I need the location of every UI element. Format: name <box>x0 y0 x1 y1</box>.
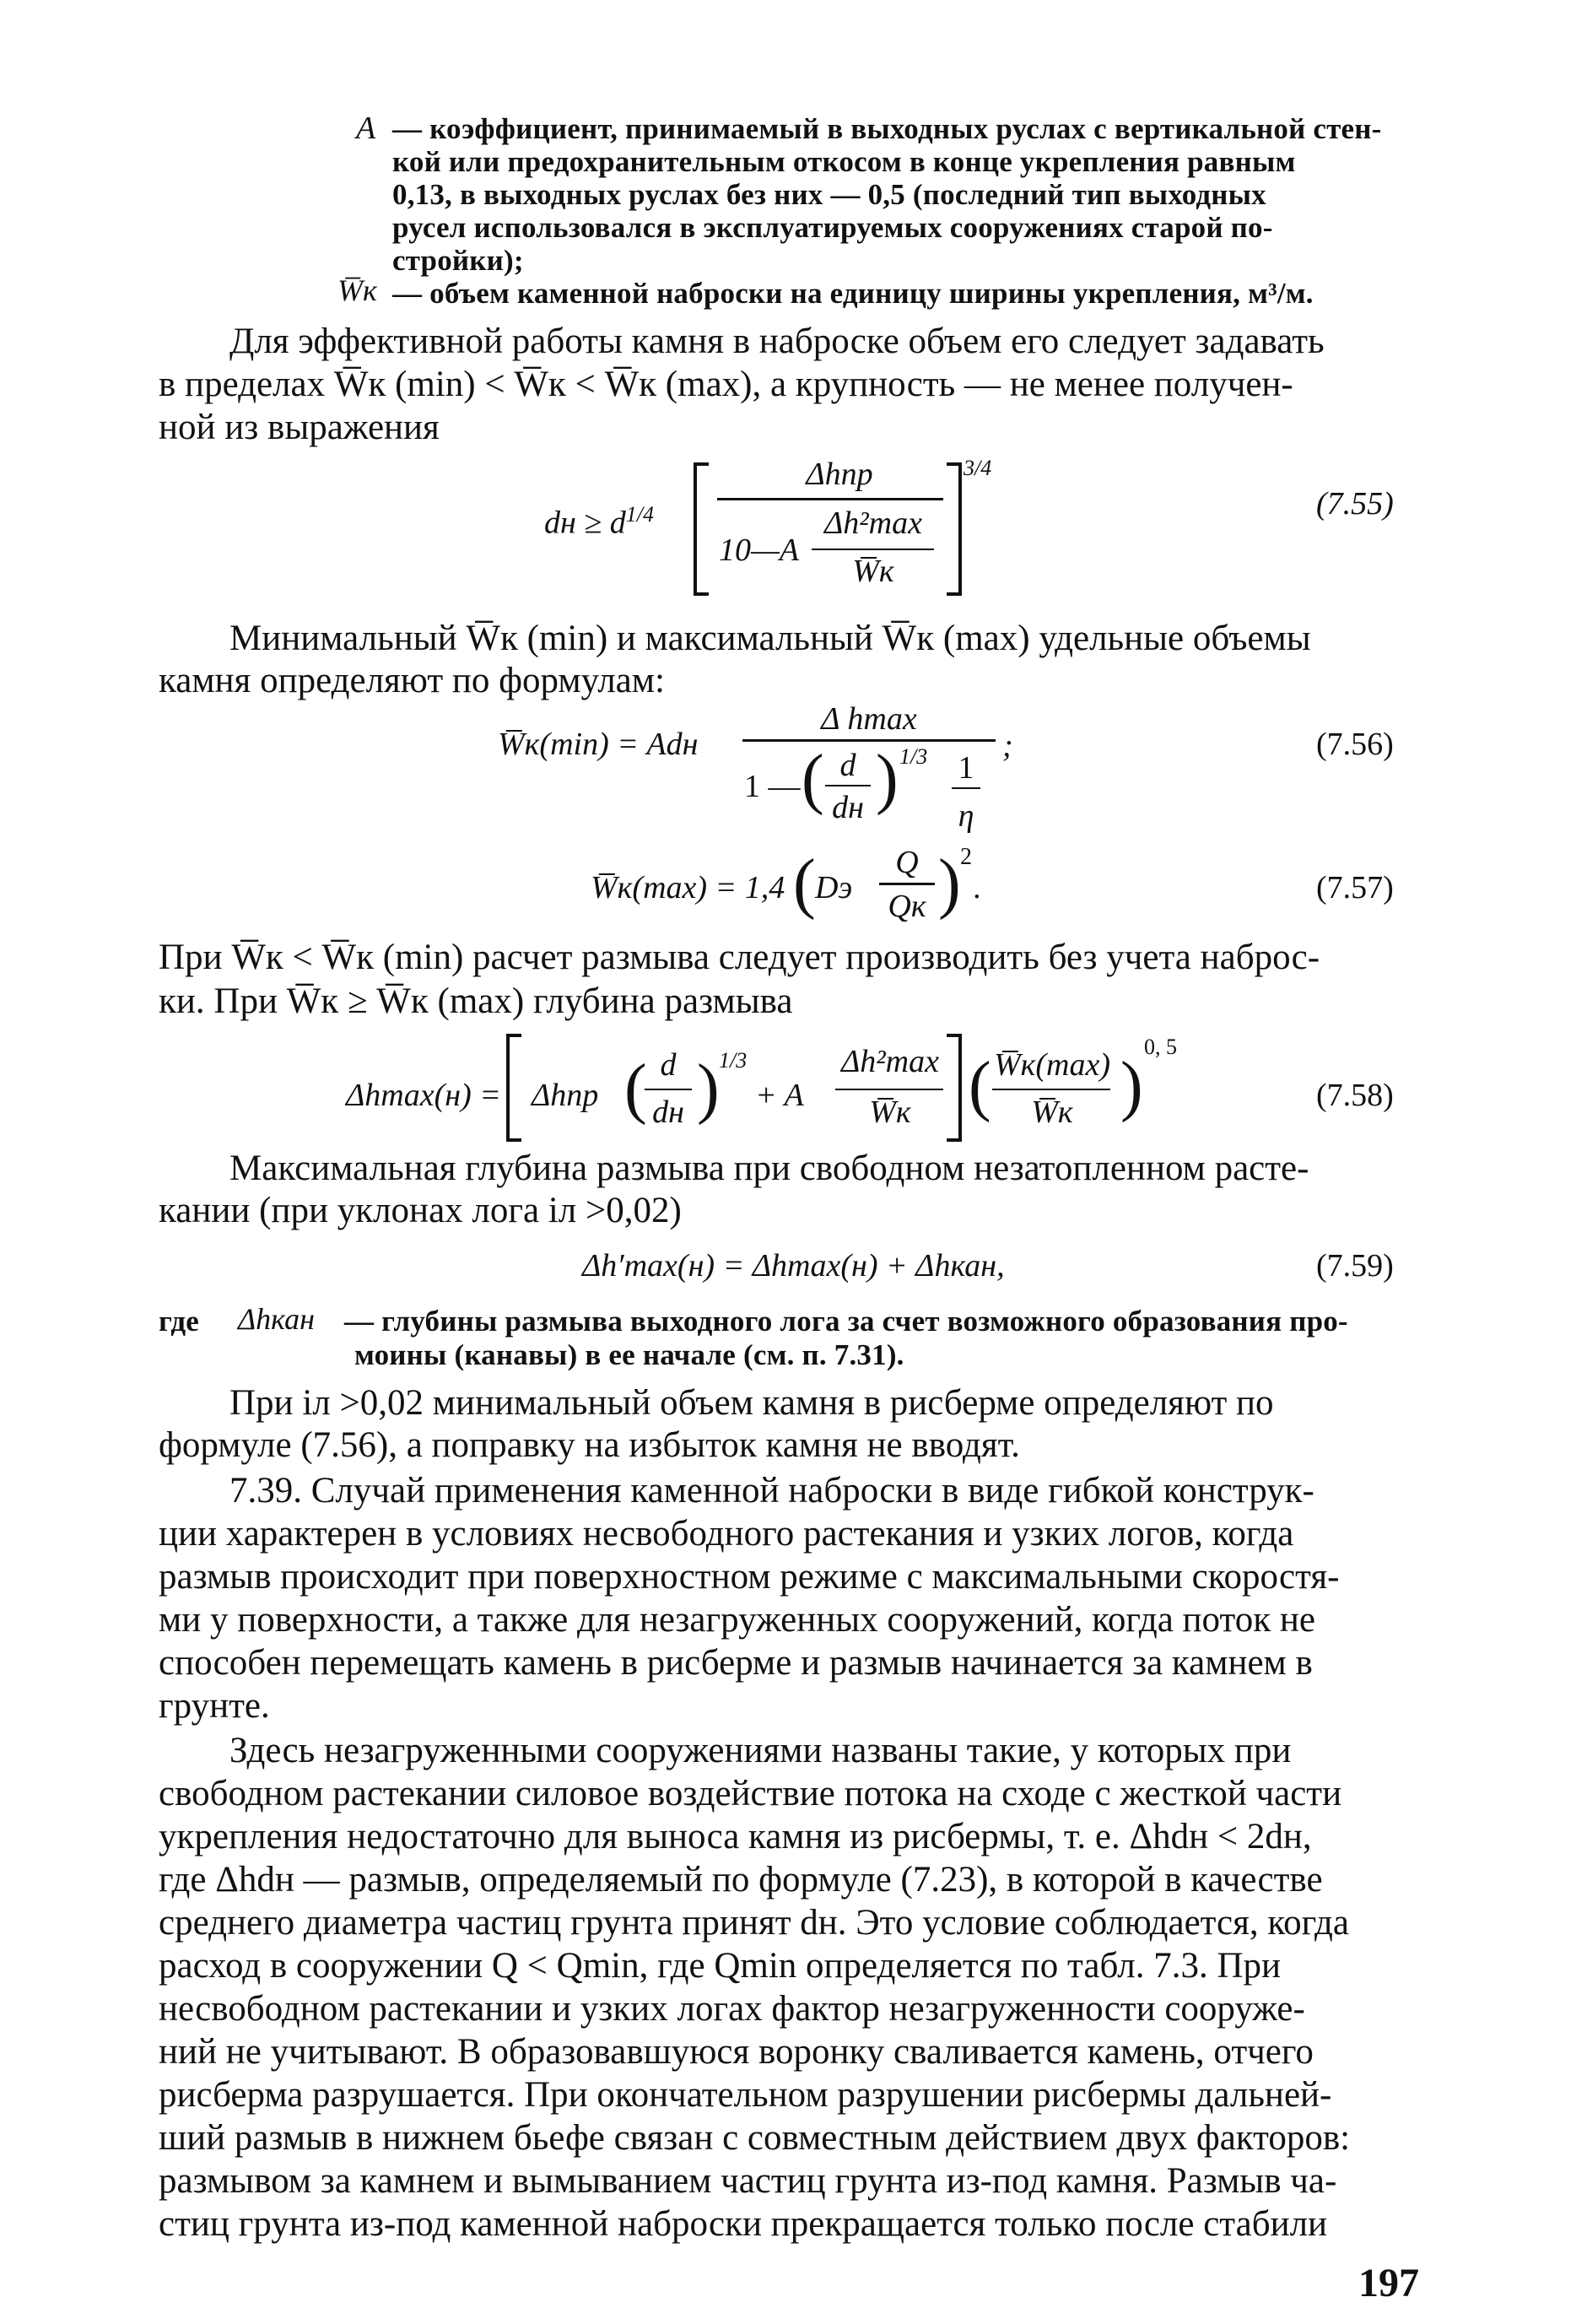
eq-7-56-paren-right: ) <box>876 742 899 816</box>
eq-7-57-frac-den: Qк <box>888 889 926 924</box>
eq-7-56-den-one: 1 — <box>744 769 801 804</box>
para5-line: При iл >0,02 минимальный объем камня в рисберме определяют по <box>229 1383 1274 1423</box>
para3-line: ки. При W̅к ≥ W̅к (max) глубина размыва <box>159 981 793 1021</box>
para1-line: ной из выражения <box>159 408 440 447</box>
eq-7-56-lhs: W̅к(min) = Adн <box>498 727 699 762</box>
eq-7-56-inner-den: dн <box>832 790 864 825</box>
def-a-line: — коэффициент, принимаемый в выходных руслах с вертикальной стен- <box>392 112 1382 145</box>
def-w-line: — объем каменной наброски на единицу ширины укрепления, м³/м. <box>392 277 1314 310</box>
eq-7-56-num: Δ hmax <box>821 701 917 737</box>
def-a-line: русел использовался в эксплуатируемых сооружениях старой по- <box>392 211 1273 244</box>
para6-line: грунте. <box>159 1686 270 1726</box>
eq-7-58-e2: 0, 5 <box>1144 1035 1177 1059</box>
eq-7-58-lhs: Δhmax(н) = <box>346 1078 501 1113</box>
eq-7-57-frac-bar <box>879 883 935 885</box>
eq-7-55-lhs-exp: 1/4 <box>625 502 654 527</box>
eq-7-58-paren1-right: ) <box>697 1051 720 1126</box>
para1-line: Для эффективной работы камня в наброске объем его следует задавать <box>229 322 1325 361</box>
eq-7-58-bracket-left <box>506 1034 521 1142</box>
eq-7-58-f2-bar <box>835 1089 943 1090</box>
para6-line: способен перемещать камень в рисберме и размыв начинается за камнем в <box>159 1643 1313 1683</box>
eq-7-57-lhs: W̅к(max) = 1,4 <box>591 870 785 905</box>
where-line: моины (канавы) в ее начале (см. п. 7.31). <box>354 1338 904 1371</box>
page-number: 197 <box>1358 2261 1419 2305</box>
para1-line: в пределах W̅к (min) < W̅к < W̅к (max), а крупность — не менее получен- <box>159 365 1293 404</box>
eq-7-58-f1-num: d <box>660 1047 677 1083</box>
eq-7-58-f2-den: W̅к <box>869 1094 911 1130</box>
para6-line: ции характерен в условиях несвободного растекания и узких логов, когда <box>159 1514 1294 1554</box>
eq-7-58-plus: + A <box>755 1078 804 1113</box>
eq-7-58-number: (7.58) <box>1316 1078 1394 1113</box>
eq-7-58-e1: 1/3 <box>719 1048 748 1073</box>
eq-7-58-t1: Δhпр <box>532 1078 599 1113</box>
eq-7-56-fraction-bar <box>742 739 996 742</box>
eq-7-56-inner-num: d <box>839 748 856 783</box>
where-symbol: Δhкан <box>238 1302 315 1336</box>
para7-line: ший размыв в нижнем бьефе связан с совместным действием двух факторов: <box>159 2118 1351 2158</box>
def-w-symbol: W̅к <box>337 273 377 307</box>
def-a-line: кой или предохранительным откосом в конце укрепления равным <box>392 145 1296 178</box>
eq-7-56-tail-bar <box>952 787 980 789</box>
eq-7-57-paren-left: ( <box>793 846 816 921</box>
para7-line: среднего диаметра частиц грунта принят dн. Это условие соблюдается, когда <box>159 1903 1350 1943</box>
para5-line: формуле (7.56), а поправку на избыток камня не вводят. <box>159 1425 1020 1465</box>
eq-7-57-number: (7.57) <box>1316 870 1394 905</box>
eq-7-58-paren2-right: ) <box>1120 1049 1143 1123</box>
para4-line: Максимальная глубина размыва при свободном незатопленном расте- <box>229 1148 1309 1188</box>
eq-7-56-tail-num: 1 <box>958 750 974 786</box>
eq-7-58-paren1-left: ( <box>624 1051 647 1126</box>
eq-7-55-den-left: 10—A <box>719 532 799 568</box>
eq-7-58-f3-num: W̅к(max) <box>993 1047 1111 1083</box>
eq-7-55-num: Δhпр <box>806 457 873 492</box>
eq-7-55-inner-bar <box>812 549 934 550</box>
eq-7-56-inner-bar <box>825 785 871 786</box>
para6-line: ми у поверхности, а также для незагруженных сооружений, когда поток не <box>159 1600 1315 1640</box>
para3-line: При W̅к < W̅к (min) расчет размыва следует производить без учета наброс- <box>159 938 1320 977</box>
def-a-symbol: A <box>356 111 376 146</box>
para7-line: рисберма разрушается. При окончательном разрушении рисбермы дальней- <box>159 2075 1332 2115</box>
para7-line: стиц грунта из-под каменной наброски прекращается только после стабили <box>159 2204 1328 2244</box>
para7-line: несвободном растекании и узких логах фактор незагруженности сооруже- <box>159 1989 1305 2029</box>
eq-7-56-end: ; <box>1002 728 1013 764</box>
eq-7-57-exp: 2 <box>960 844 972 870</box>
eq-7-57-inner: Dэ <box>815 870 853 905</box>
eq-7-58-f1-bar <box>645 1089 692 1090</box>
eq-7-58-bracket-right <box>947 1034 962 1142</box>
eq-7-59: Δh′max(н) = Δhmax(н) + Δhкан, <box>582 1248 1005 1284</box>
para7-line: ний не учитывают. В образовавшуюся воронку сваливается камень, отчего <box>159 2032 1314 2072</box>
para6-line: 7.39. Случай применения каменной наброски в виде гибкой конструк- <box>229 1471 1314 1511</box>
para4-line: кании (при уклонах лога iл >0,02) <box>159 1191 682 1230</box>
eq-7-55-exp: 3/4 <box>964 456 992 480</box>
eq-7-55-fraction-bar <box>717 498 943 500</box>
eq-7-55-bracket-right <box>947 462 962 596</box>
para7-line: Здесь незагруженными сооружениями названы такие, у которых при <box>229 1731 1292 1770</box>
eq-7-59-number: (7.59) <box>1316 1248 1394 1284</box>
eq-7-57-end: . <box>974 870 982 905</box>
eq-7-55-lhs-text: dн ≥ d <box>544 505 626 541</box>
para7-line: укрепления недостаточно для выноса камня из рисбермы, т. е. Δhdн < 2dн, <box>159 1817 1312 1856</box>
eq-7-58-paren2-left: ( <box>969 1049 991 1123</box>
eq-7-56-paren-left: ( <box>802 742 824 816</box>
def-a-line: стройки); <box>392 244 524 277</box>
para2-line: Минимальный W̅к (min) и максимальный W̅к (max) удельные объемы <box>229 619 1311 658</box>
eq-7-58-f1-den: dн <box>652 1094 684 1130</box>
eq-7-55-number: (7.55) <box>1316 486 1394 522</box>
para7-line: свободном растекании силовое воздействие потока на сходе с жесткой части <box>159 1774 1342 1813</box>
para7-line: где Δhdн — размыв, определяемый по формуле (7.23), в которой в качестве <box>159 1860 1323 1900</box>
eq-7-56-den-exp: 1/3 <box>899 744 928 769</box>
para6-line: размыв происходит при поверхностном режиме с максимальными скоростя- <box>159 1557 1340 1597</box>
eq-7-55-inner-den: W̅к <box>852 554 894 589</box>
eq-7-56-tail-den: η <box>958 798 974 834</box>
eq-7-56-number: (7.56) <box>1316 727 1394 762</box>
eq-7-57-frac-num: Q <box>895 845 919 880</box>
where-line: — глубины размыва выходного лога за счет возможного образования про- <box>344 1305 1348 1338</box>
eq-7-58-f3-den: W̅к <box>1031 1094 1073 1130</box>
eq-7-58-f2-num: Δh²max <box>840 1044 939 1079</box>
para2-line: камня определяют по формулам: <box>159 661 665 700</box>
eq-7-55-inner-num: Δh²max <box>823 505 922 541</box>
eq-7-57-paren-right: ) <box>938 846 961 921</box>
eq-7-55-lhs <box>544 502 654 542</box>
eq-7-58-f3-bar <box>992 1089 1110 1090</box>
where-label: где <box>159 1305 199 1338</box>
eq-7-55-bracket-left <box>694 462 709 596</box>
def-a-line: 0,13, в выходных руслах без них — 0,5 (последний тип выходных <box>392 178 1266 211</box>
para7-line: размывом за камнем и вымыванием частиц грунта из-под камня. Размыв ча- <box>159 2161 1337 2201</box>
para7-line: расход в сооружении Q < Qmin, где Qmin определяется по табл. 7.3. При <box>159 1946 1282 1986</box>
